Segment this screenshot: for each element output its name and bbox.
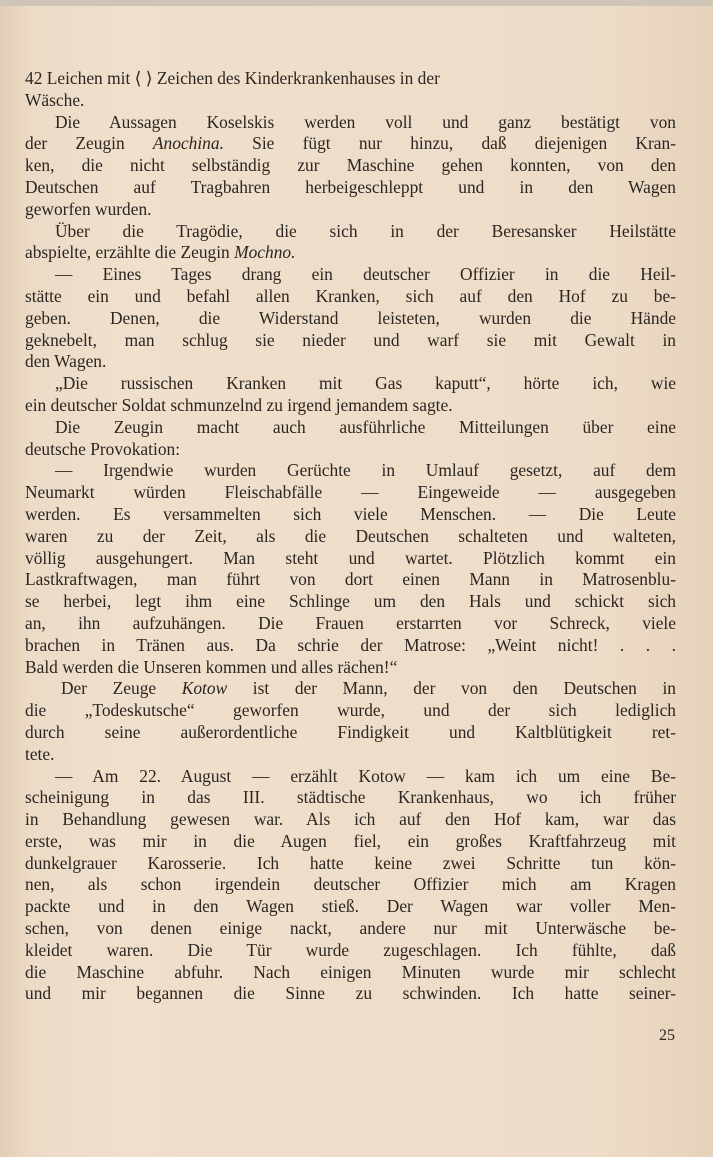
text-line	[25, 242, 676, 264]
line-text: — Irgendwie wurden Gerüchte in Umlauf gesetzt, auf dem	[55, 460, 676, 481]
text-line	[25, 635, 676, 657]
line-text: stätte ein und befahl allen Kranken, sich auf den Hof zu be-	[25, 285, 676, 306]
text-line	[25, 264, 676, 286]
line-text: Wäsche.	[25, 89, 85, 110]
text-line	[25, 853, 676, 875]
text-line	[25, 417, 676, 439]
text-line	[25, 940, 676, 962]
text-line	[25, 896, 676, 918]
text-line	[25, 918, 676, 940]
text-line	[25, 766, 676, 788]
line-text: die „Todeskutsche“ geworfen wurde, und der sich lediglich	[25, 700, 676, 721]
line-text: Deutschen auf Tragbahren herbeigeschleppt und in den Wagen	[25, 176, 676, 197]
line-text: Lastkraftwagen, man führt von dort einen Mann in Matrosenblu-	[25, 569, 676, 590]
line-text: Die Aussagen Koselskis werden voll und ganz bestätigt von	[55, 111, 676, 132]
text-line	[25, 155, 676, 177]
body-text	[25, 68, 676, 1005]
line-text: waren zu der Zeit, als die Deutschen schalteten und walteten,	[25, 525, 676, 546]
text-line	[25, 678, 676, 700]
line-text: und mir begannen die Sinne zu schwinden. Ich hatte seiner-	[25, 983, 676, 1004]
line-text: geworfen wurden.	[25, 198, 152, 219]
text-line	[25, 308, 676, 330]
text-line	[25, 787, 676, 809]
witness-name: Anochina.	[152, 133, 224, 154]
text-line	[25, 591, 676, 613]
line-text: den Wagen.	[25, 351, 107, 372]
line-text: „Die russischen Kranken mit Gas kaputt“, hörte ich, wie	[55, 373, 676, 394]
line-text: tete.	[25, 743, 55, 764]
line-text: se herbei, legt ihm eine Schlinge um den Hals und schickt sich	[25, 591, 676, 612]
text-line	[25, 569, 676, 591]
text-line	[25, 90, 676, 112]
witness-name: Mochno.	[234, 242, 296, 263]
line-text: schen, von denen einige nackt, andere nur mit Unterwäsche be-	[25, 918, 676, 939]
line-text: scheinigung in das III. städtische Krankenhaus, wo ich früher	[25, 787, 676, 808]
line-text: Sie fügt nur hinzu, daß diejenigen Kran-	[223, 133, 676, 154]
text-line	[25, 373, 676, 395]
text-line	[25, 177, 676, 199]
line-text: erste, was mir in die Augen fiel, ein großes Kraftfahrzeug mit	[25, 830, 676, 851]
line-text: an, ihn aufzuhängen. Die Frauen erstarrten vor Schreck, viele	[25, 612, 676, 633]
line-text: Die Zeugin macht auch ausführliche Mitteilungen über eine	[55, 416, 676, 437]
line-text: — Eines Tages drang ein deutscher Offizier in die Heil-	[55, 264, 676, 285]
text-line	[25, 809, 676, 831]
line-text: packte und in den Wagen stieß. Der Wagen war voller Men-	[25, 896, 676, 917]
line-text: — Am 22. August — erzählt Kotow — kam ich um eine Be-	[55, 765, 676, 786]
text-line	[25, 700, 676, 722]
line-text: Der Zeuge	[61, 678, 182, 699]
text-line	[25, 351, 676, 373]
line-text: ken, die nicht selbständig zur Maschine gehen konnten, von den	[25, 155, 676, 176]
text-line	[25, 460, 676, 482]
line-text: in Behandlung gewesen war. Als ich auf den Hof kam, war das	[25, 809, 676, 830]
text-line	[25, 133, 676, 155]
line-text: deutsche Provokation:	[25, 438, 181, 459]
line-text: abspielte, erzählte die Zeugin	[25, 242, 235, 263]
text-line	[25, 504, 676, 526]
line-text: ein deutscher Soldat schmunzelnd zu irgend jemandem sagte.	[25, 394, 453, 415]
line-text: dunkelgrauer Karosserie. Ich hatte keine zwei Schritte tun kön-	[25, 852, 676, 873]
text-line	[25, 874, 676, 896]
text-line	[25, 199, 676, 221]
text-line	[25, 983, 676, 1005]
text-line	[25, 482, 676, 504]
page-top-edge	[0, 0, 713, 6]
line-text: 42 Leichen mit ⟨ ⟩ Zeichen des Kinderkrankenhauses in der	[25, 68, 440, 88]
line-text: kleidet waren. Die Tür wurde zugeschlagen. Ich fühlte, daß	[25, 939, 676, 960]
line-text: der Zeugin	[25, 133, 153, 154]
line-text: Bald werden die Unseren kommen und alles rächen!“	[25, 656, 398, 677]
text-line	[25, 831, 676, 853]
text-line	[25, 613, 676, 635]
text-line	[25, 112, 676, 134]
line-text: werden. Es versammelten sich viele Menschen. — Die Leute	[25, 503, 676, 524]
line-text: Über die Tragödie, die sich in der Beresansker Heilstätte	[55, 220, 676, 241]
text-line	[25, 548, 676, 570]
text-line	[25, 526, 676, 548]
text-line	[25, 439, 676, 461]
witness-name: Kotow	[181, 678, 228, 699]
page-number: 25	[659, 1027, 675, 1044]
line-text: durch seine außerordentliche Findigkeit und Kaltblütigkeit ret-	[25, 721, 676, 742]
line-text: geben. Denen, die Widerstand leisteten, wurden die Hände	[25, 307, 676, 328]
line-text: brachen in Tränen aus. Da schrie der Matrose: „Weint nicht! . . .	[25, 634, 676, 655]
line-text: nen, als schon irgendein deutscher Offizier mich am Kragen	[25, 874, 676, 895]
line-text: völlig ausgehungert. Man steht und wartet. Plötzlich kommt ein	[25, 547, 676, 568]
line-text: ist der Mann, der von den Deutschen in	[227, 678, 677, 699]
text-line	[25, 657, 676, 679]
text-line	[25, 395, 676, 417]
text-line	[25, 744, 676, 766]
text-line	[25, 68, 676, 90]
text-line	[25, 962, 676, 984]
line-text: die Maschine abfuhr. Nach einigen Minuten wurde mir schlecht	[25, 961, 676, 982]
line-text: geknebelt, man schlug sie nieder und warf sie mit Gewalt in	[25, 329, 676, 350]
text-line	[25, 722, 676, 744]
text-line	[25, 286, 676, 308]
text-line	[25, 221, 676, 243]
text-line	[25, 330, 676, 352]
line-text: Neumarkt würden Fleischabfälle — Eingeweide — ausgegeben	[25, 482, 676, 503]
